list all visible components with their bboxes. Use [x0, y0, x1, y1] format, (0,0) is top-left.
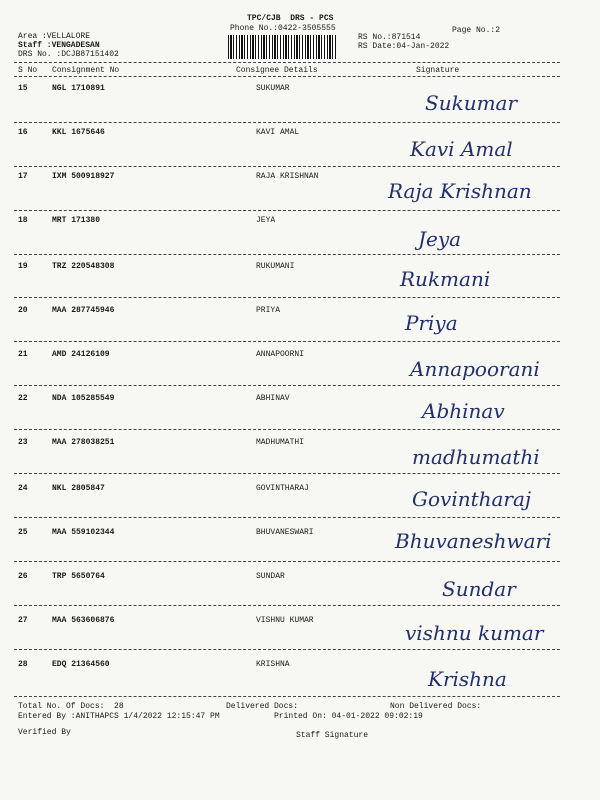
row-consignee: PRIYA [256, 306, 281, 315]
row-consignee: GOVINTHARAJ [256, 484, 309, 493]
row-sno: 25 [18, 528, 28, 537]
row-signature: Annapoorani [410, 357, 540, 381]
row-sno: 18 [18, 216, 28, 225]
row-consignee: JEYA [256, 216, 276, 225]
row-signature: madhumathi [412, 445, 540, 469]
row-consignee: MADHUMATHI [256, 438, 305, 447]
row-signature: Rukmani [400, 267, 491, 291]
row-divider [14, 254, 560, 255]
row-divider [14, 122, 560, 123]
row-consignment: MRT 171380 [52, 216, 101, 225]
total-docs: Total No. Of Docs: 28 [18, 702, 124, 711]
row-consignment: MAA 278038251 [52, 438, 115, 447]
row-sno: 21 [18, 350, 28, 359]
row-consignment: NGL 1710891 [52, 84, 105, 93]
row-divider [14, 429, 560, 430]
phone-number: Phone No.:0422-3505555 [230, 24, 336, 33]
footer-divider [14, 696, 560, 697]
row-divider [14, 517, 560, 518]
non-delivered-docs: Non Delivered Docs: [390, 702, 482, 711]
row-consignment: MAA 559102344 [52, 528, 115, 537]
row-consignee: KRISHNA [256, 660, 290, 669]
row-signature: Kavi Amal [410, 137, 513, 161]
area-label: Area :VELLALORE [18, 32, 91, 41]
row-sno: 23 [18, 438, 28, 447]
staff-signature: Staff Signature [296, 731, 369, 740]
staff-label: Staff :VENGADESAN [18, 41, 100, 50]
row-sno: 27 [18, 616, 28, 625]
row-sno: 19 [18, 262, 28, 271]
row-sno: 22 [18, 394, 28, 403]
row-consignee: BHUVANESWARI [256, 528, 314, 537]
row-consignee: VISHNU KUMAR [256, 616, 314, 625]
row-sno: 15 [18, 84, 28, 93]
barcode [228, 35, 336, 59]
row-divider [14, 605, 560, 606]
row-consignee: RAJA KRISHNAN [256, 172, 319, 181]
row-divider [14, 210, 560, 211]
page-number: Page No.:2 [452, 26, 501, 35]
row-signature: Bhuvaneshwari [395, 529, 552, 553]
col-consignment: Consignment No [52, 66, 120, 75]
row-signature: Krishna [428, 667, 507, 691]
row-consignment: AMD 24126109 [52, 350, 110, 359]
row-signature: Sukumar [425, 91, 518, 115]
verified-by: Verified By [18, 728, 71, 737]
row-sno: 28 [18, 660, 28, 669]
row-sno: 16 [18, 128, 28, 137]
rs-date: RS Date:04-Jan-2022 [358, 42, 450, 51]
row-divider [14, 473, 560, 474]
printed-on: Printed On: 04-01-2022 09:02:19 [274, 712, 423, 721]
row-consignee: KAVI AMAL [256, 128, 300, 137]
col-consignee: Consignee Details [236, 66, 318, 75]
row-signature: Raja Krishnan [388, 179, 532, 203]
row-divider [14, 385, 560, 386]
row-consignment: KKL 1675646 [52, 128, 105, 137]
row-consignment: NDA 105285549 [52, 394, 115, 403]
row-signature: Priya [405, 311, 458, 335]
delivered-docs: Delivered Docs: [226, 702, 299, 711]
row-divider [14, 649, 560, 650]
row-signature: Abhinav [422, 399, 505, 423]
row-signature: Sundar [442, 577, 516, 601]
row-signature: vishnu kumar [405, 621, 544, 645]
row-signature: Govintharaj [412, 487, 532, 511]
row-consignee: ABHINAV [256, 394, 290, 403]
row-consignment: TRZ 220548308 [52, 262, 115, 271]
row-consignee: SUNDAR [256, 572, 285, 581]
row-consignee: RUKUMANI [256, 262, 295, 271]
col-signature: Signature [416, 66, 460, 75]
columns-divider [14, 76, 560, 77]
row-consignment: TRP 5650764 [52, 572, 105, 581]
drs-number: DRS No. :DCJB87151402 [18, 50, 119, 59]
row-divider [14, 297, 560, 298]
row-sno: 20 [18, 306, 28, 315]
header-divider [14, 62, 560, 63]
row-consignment: EDQ 21364560 [52, 660, 110, 669]
row-sno: 24 [18, 484, 28, 493]
row-signature: Jeya [418, 227, 462, 251]
document-title: TPC/CJB DRS - PCS [247, 14, 334, 23]
row-divider [14, 166, 560, 167]
entered-by: Entered By :ANITHAPCS 1/4/2022 12:15:47 PM [18, 712, 220, 721]
row-divider [14, 341, 560, 342]
row-consignee: ANNAPOORNI [256, 350, 305, 359]
row-consignment: MAA 563606876 [52, 616, 115, 625]
row-consignment: NKL 2805847 [52, 484, 105, 493]
rs-number: RS No.:871514 [358, 33, 421, 42]
row-consignee: SUKUMAR [256, 84, 290, 93]
row-sno: 26 [18, 572, 28, 581]
row-divider [14, 561, 560, 562]
row-consignment: IXM 500918927 [52, 172, 115, 181]
row-consignment: MAA 287745946 [52, 306, 115, 315]
col-sno: S No [18, 66, 38, 75]
row-sno: 17 [18, 172, 28, 181]
